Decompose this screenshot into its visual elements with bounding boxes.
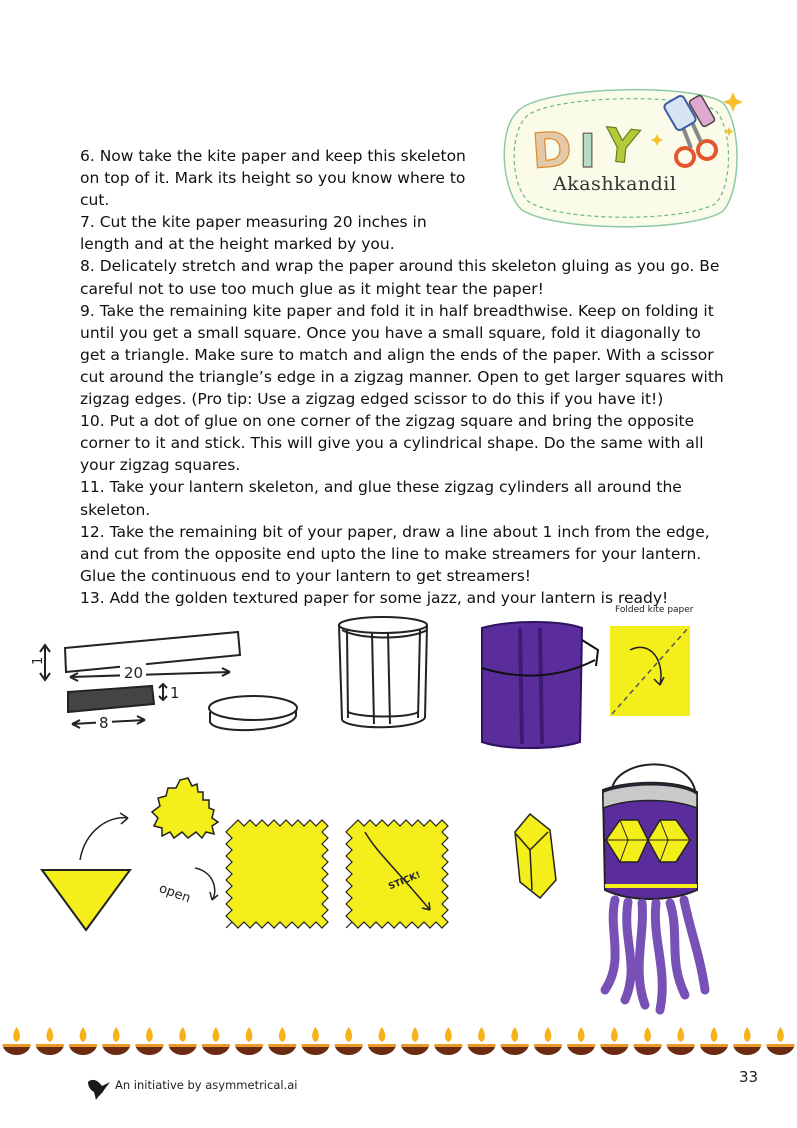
diya-icon (36, 1027, 64, 1055)
diya-icon (766, 1027, 794, 1055)
diya-icon (634, 1027, 662, 1055)
folded-triangle (42, 813, 130, 930)
diya-icon (169, 1027, 197, 1055)
small-strip-length-label: 8 (99, 714, 109, 732)
folded-kite-paper (610, 626, 690, 716)
badge-subtitle: Akashkandil (553, 173, 677, 195)
diya-icon (434, 1027, 462, 1055)
diya-icon (567, 1027, 595, 1055)
diya-icon (3, 1027, 31, 1055)
lantern-skeleton (339, 617, 427, 727)
step-7: 7. Cut the kite paper measuring 20 inches in length and at the height marked by you. (80, 213, 427, 254)
strip-length-label: 20 (124, 664, 144, 682)
diya-icon (401, 1027, 429, 1055)
paper-ring (209, 696, 297, 730)
diya-icon (268, 1027, 296, 1055)
diy-letter-d: D (530, 121, 574, 180)
zigzag-square-stick (346, 820, 448, 928)
strip-height-label: 1 (31, 656, 46, 665)
wrapped-purple-lantern (482, 622, 598, 748)
step-9: 9. Take the remaining kite paper and fold it in half breadthwise. Keep on folding it until you get a small square. Once you have a small square, fold it diagonally to get a triangle. Make sure to match and align the ends of the paper. With a scissor cut around the triangle’s edge in a zigzag manner. Open to get larger squares with zigzag edges. (Pro tip: Use a zigzag edged scissor to do this if you have it!) (80, 301, 724, 409)
diya-icon (501, 1027, 529, 1055)
diya-icon (335, 1027, 363, 1055)
bird-logo-icon (88, 1080, 110, 1100)
diya-icon (135, 1027, 163, 1055)
zigzag-triangle (152, 778, 218, 838)
folded-paper-label: Folded kite paper (615, 605, 694, 615)
diya-icon (700, 1027, 728, 1055)
diya-icon (534, 1027, 562, 1055)
step-8: 8. Delicately stretch and wrap the paper around this skeleton gluing as you go. Be careful not to use too much glue as it might tear the paper! (80, 257, 720, 298)
diya-icon (368, 1027, 396, 1055)
page-number: 33 (739, 1068, 759, 1086)
footer-initiative: An initiative by asymmetrical.ai (115, 1078, 298, 1092)
diya-icon (733, 1027, 761, 1055)
step-12: 12. Take the remaining bit of your paper, draw a line about 1 inch from the edge, and cut from the opposite end upto the line to make streamers for your lantern. Glue the continuous end to your lantern to get streamers! (80, 522, 710, 585)
diy-letter-y: Y (602, 117, 642, 175)
diya-icon (235, 1027, 263, 1055)
diya-icon (600, 1027, 628, 1055)
finished-lantern (603, 764, 697, 899)
zigzag-cylinder (515, 814, 556, 898)
stick-label: STICK! (387, 870, 423, 893)
step-13: 13. Add the golden textured paper for some jazz, and your lantern is ready! (80, 588, 669, 607)
diy-letter-i: I (579, 124, 597, 178)
diya-icon (202, 1027, 230, 1055)
diya-row (3, 1027, 795, 1055)
diya-icon (301, 1027, 329, 1055)
small-strip-height-label: 1 (170, 684, 180, 702)
step-11: 11. Take your lantern skeleton, and glue these zigzag cylinders all around the skeleton. (80, 478, 682, 519)
open-label: open (156, 881, 193, 907)
diya-icon (102, 1027, 130, 1055)
diya-icon (468, 1027, 496, 1055)
step-10: 10. Put a dot of glue on one corner of the zigzag square and bring the opposite corner to it and stick. This will give you a cylindrical shape. Do the same with all your zigzag squares. (80, 412, 704, 475)
lantern-streamers (605, 900, 705, 1010)
step-6: 6. Now take the kite paper and keep this skeleton on top of it. Mark its height so you know where to cut. (80, 147, 466, 210)
zigzag-square-open (226, 820, 328, 928)
diya-icon (69, 1027, 97, 1055)
diya-icon (667, 1027, 695, 1055)
